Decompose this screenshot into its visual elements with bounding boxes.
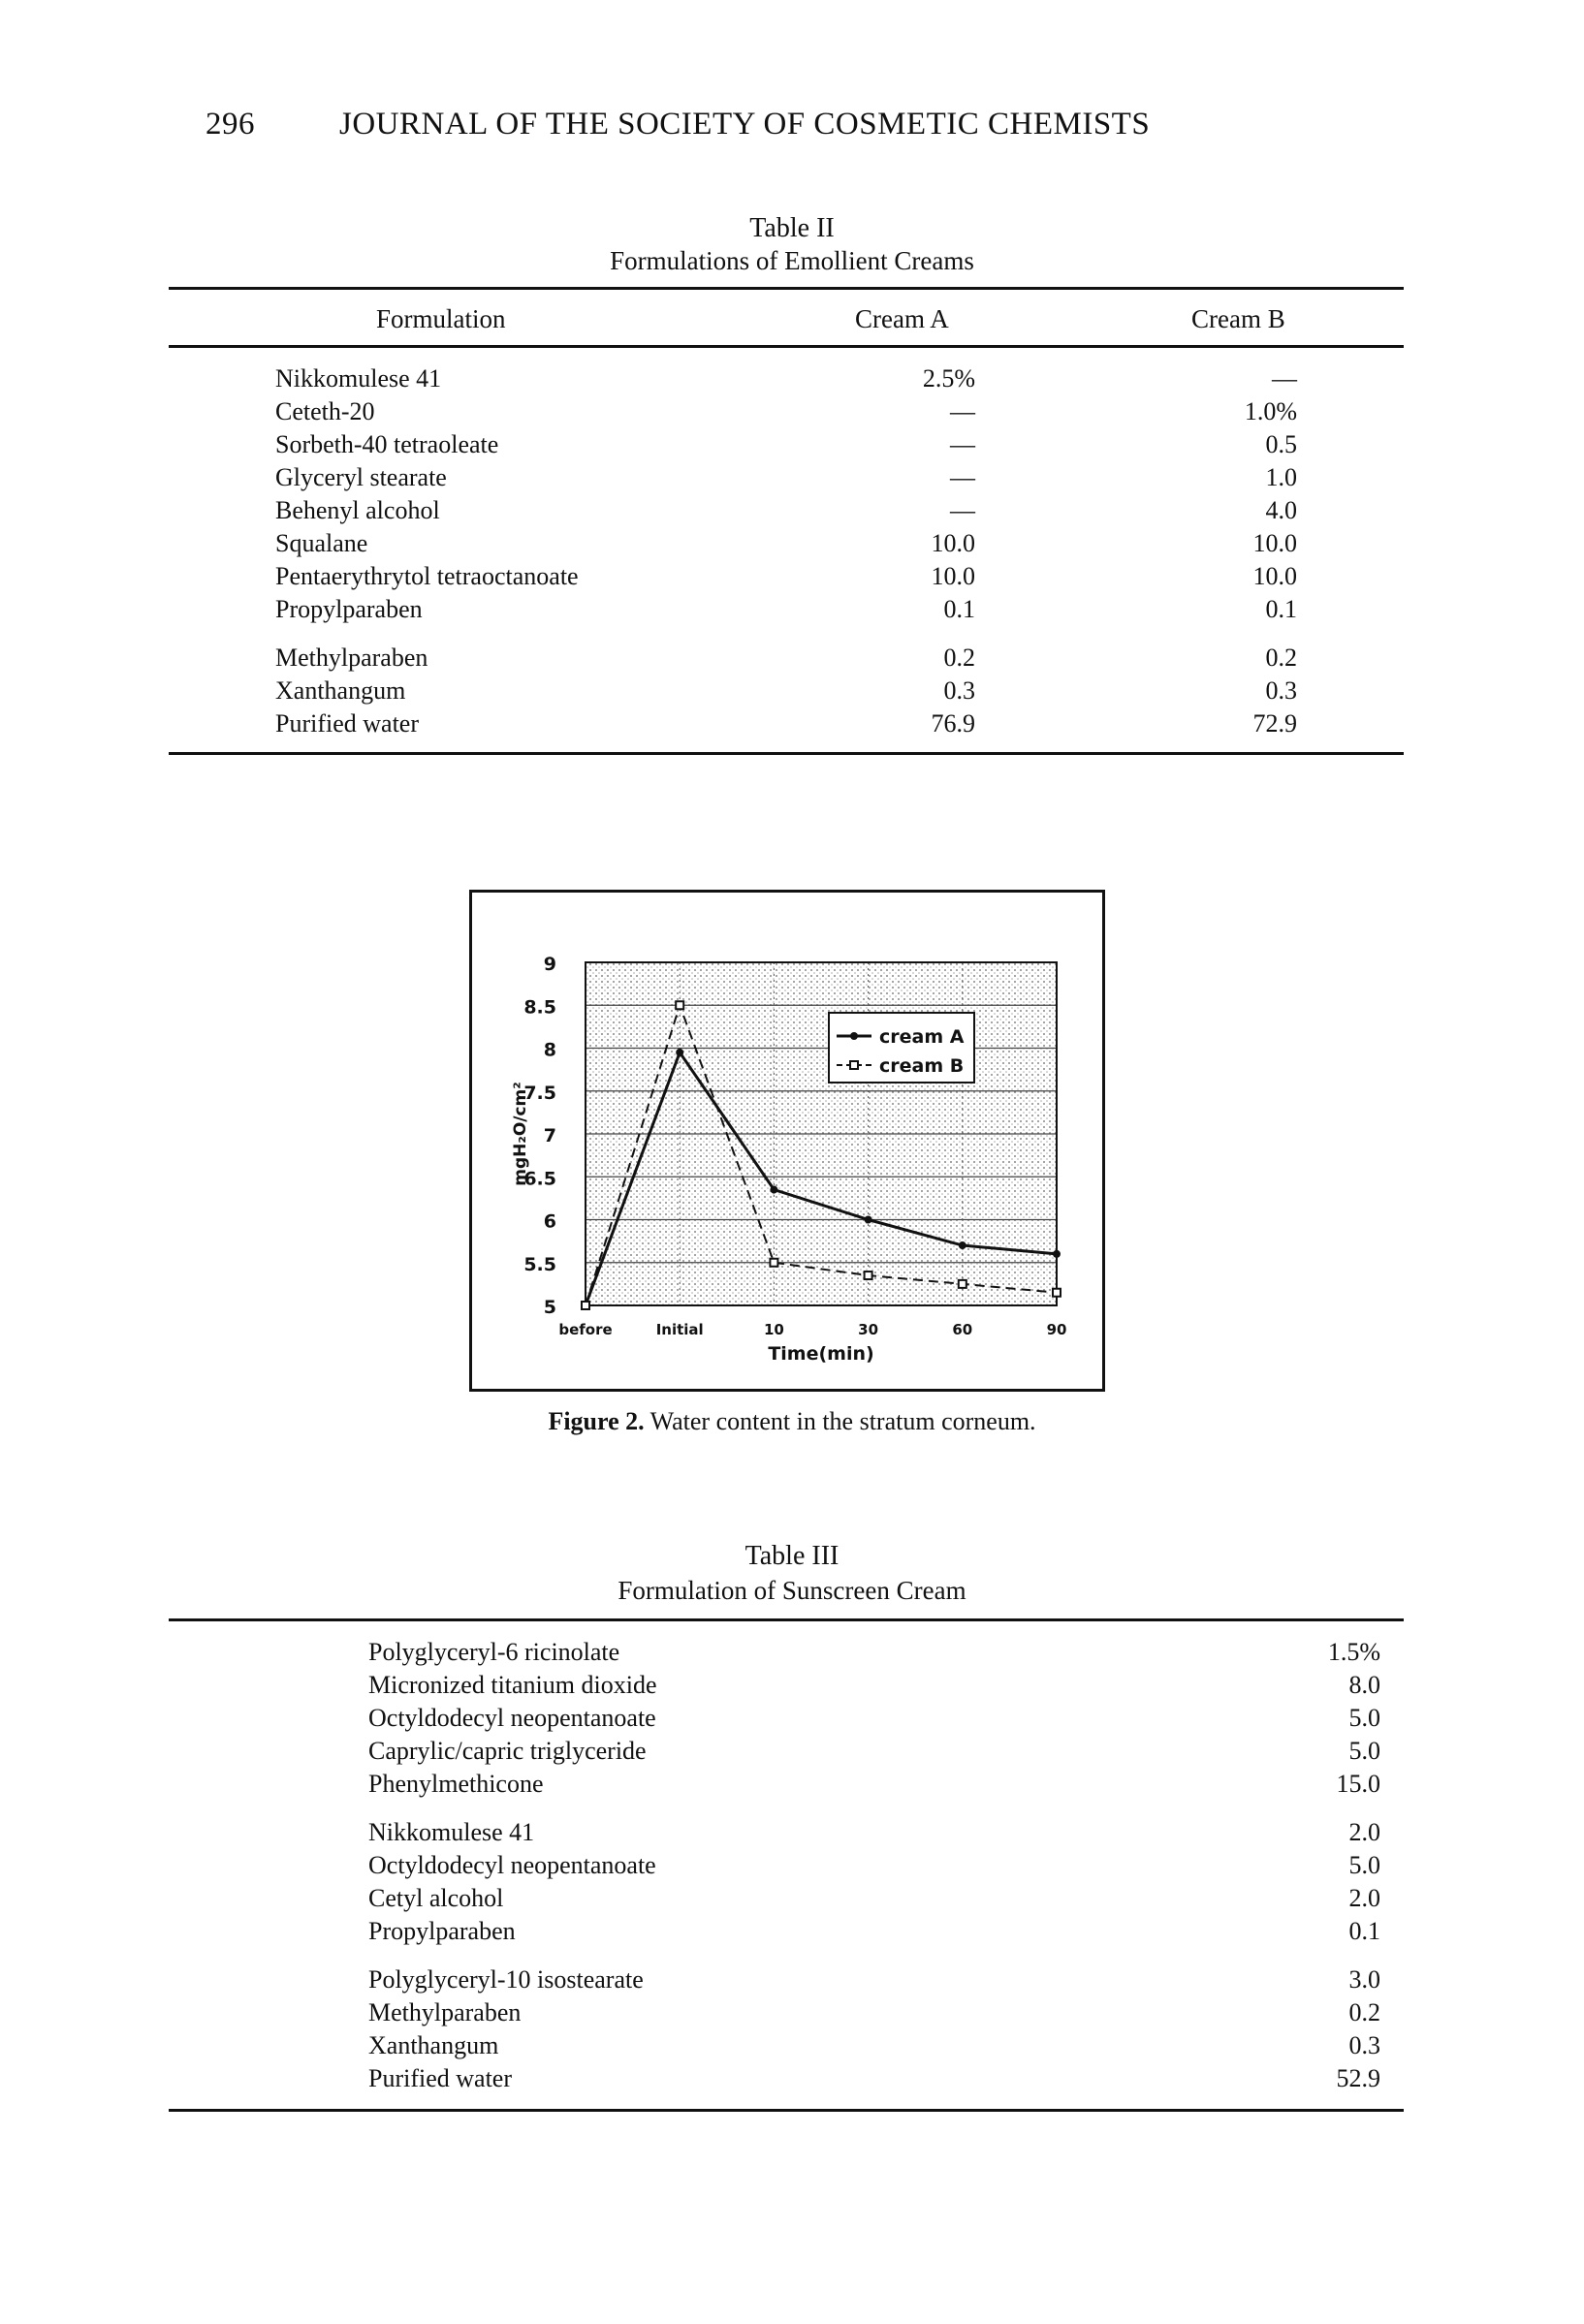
x-tick-label: 60: [952, 1321, 973, 1338]
y-tick-label: 7: [543, 1125, 556, 1146]
table2-bottom-rule: [169, 752, 1404, 755]
table-row: Nikkomulese 41 2.0: [368, 1818, 1380, 1846]
legend-marker: [850, 1061, 858, 1069]
y-tick-label: 6.5: [523, 1168, 556, 1190]
table-row: Glyceryl stearate — 1.0: [275, 463, 1297, 491]
table-row: Octyldodecyl neopentanoate 5.0: [368, 1851, 1380, 1879]
table2-number: Table II: [749, 213, 835, 243]
table3-number: Table III: [744, 1541, 840, 1571]
table-row: Purified water 76.9 72.9: [275, 709, 1297, 738]
x-tick-label: Initial: [655, 1321, 704, 1338]
table-row: Polyglyceryl-10 isostearate 3.0: [368, 1965, 1380, 1994]
x-tick-label: before: [558, 1321, 613, 1338]
table2-col-formulation: Formulation: [376, 304, 506, 333]
table-row: Phenylmethicone 15.0: [368, 1770, 1380, 1798]
table-row: Ceteth-20 — 1.0%: [275, 397, 1297, 425]
x-tick-label: 10: [763, 1321, 784, 1338]
table-row: Micronized titanium dioxide 8.0: [368, 1671, 1380, 1699]
data-point: [676, 1001, 683, 1009]
water-content-chart: [472, 893, 1102, 1389]
table2-title: Formulations of Emollient Creams: [610, 246, 974, 275]
y-tick-label: 6: [543, 1210, 556, 1233]
y-tick-label: 8.5: [523, 996, 556, 1019]
legend-label: cream A: [879, 1026, 965, 1048]
table-row: Squalane 10.0 10.0: [275, 529, 1297, 557]
table2-header-rule: [169, 345, 1404, 348]
table-row: Sorbeth-40 tetraoleate — 0.5: [275, 430, 1297, 458]
table-row: Purified water 52.9: [368, 2064, 1380, 2092]
data-point: [959, 1280, 966, 1288]
figure-caption-label: Figure 2.: [548, 1407, 645, 1435]
data-point: [770, 1186, 777, 1194]
data-point: [865, 1272, 872, 1279]
figure-caption-text: Water content in the stratum corneum.: [649, 1407, 1036, 1435]
y-tick-label: 5: [543, 1297, 556, 1318]
x-axis-label: Time(min): [768, 1343, 874, 1365]
data-point: [676, 1049, 683, 1056]
page-number: 296: [206, 107, 255, 141]
table-row: Polyglyceryl-6 ricinolate 1.5%: [368, 1638, 1380, 1666]
table3-bottom-rule: [169, 2109, 1404, 2112]
data-point: [770, 1259, 777, 1267]
legend-marker: [850, 1032, 858, 1040]
figure-caption: [0, 1407, 1584, 1436]
table-row: Propylparaben 0.1 0.1: [275, 595, 1297, 623]
data-point: [1053, 1289, 1061, 1297]
y-tick-label: 8: [543, 1039, 556, 1061]
data-point: [1053, 1250, 1061, 1258]
y-tick-label: 5.5: [523, 1253, 556, 1275]
table-row: Methylparaben 0.2 0.2: [275, 644, 1297, 672]
data-point: [582, 1302, 589, 1309]
table-row: Methylparaben 0.2: [368, 1998, 1380, 2026]
table2-col-cream-b: Cream B: [1191, 304, 1285, 333]
y-axis-label: mgH₂O/cm²: [511, 1082, 530, 1186]
journal-title: JOURNAL OF THE SOCIETY OF COSMETIC CHEMISTS: [339, 107, 1151, 141]
table-row: Pentaerythrytol tetraoctanoate 10.0 10.0: [275, 562, 1297, 590]
table3-top-rule: [169, 1618, 1404, 1621]
table-row: Xanthangum 0.3: [368, 2031, 1380, 2059]
y-tick-label: 9: [543, 954, 556, 975]
table-row: Cetyl alcohol 2.0: [368, 1884, 1380, 1912]
table-row: Caprylic/capric triglyceride 5.0: [368, 1737, 1380, 1765]
data-point: [865, 1216, 872, 1224]
legend-label: cream B: [879, 1055, 965, 1077]
table2-top-rule: [169, 287, 1404, 290]
table-row: Propylparaben 0.1: [368, 1917, 1380, 1945]
table-row: Octyldodecyl neopentanoate 5.0: [368, 1704, 1380, 1732]
table-row: Xanthangum 0.3 0.3: [275, 676, 1297, 705]
x-tick-label: 90: [1046, 1321, 1067, 1338]
y-tick-label: 7.5: [523, 1082, 556, 1104]
table2-col-cream-a: Cream A: [855, 304, 949, 333]
table-row: Nikkomulese 41 2.5% —: [275, 364, 1297, 393]
figure-frame: [469, 890, 1105, 1392]
x-tick-label: 30: [858, 1321, 879, 1338]
table3-title: Formulation of Sunscreen Cream: [618, 1576, 966, 1605]
data-point: [959, 1241, 966, 1249]
table-row: Behenyl alcohol — 4.0: [275, 496, 1297, 524]
